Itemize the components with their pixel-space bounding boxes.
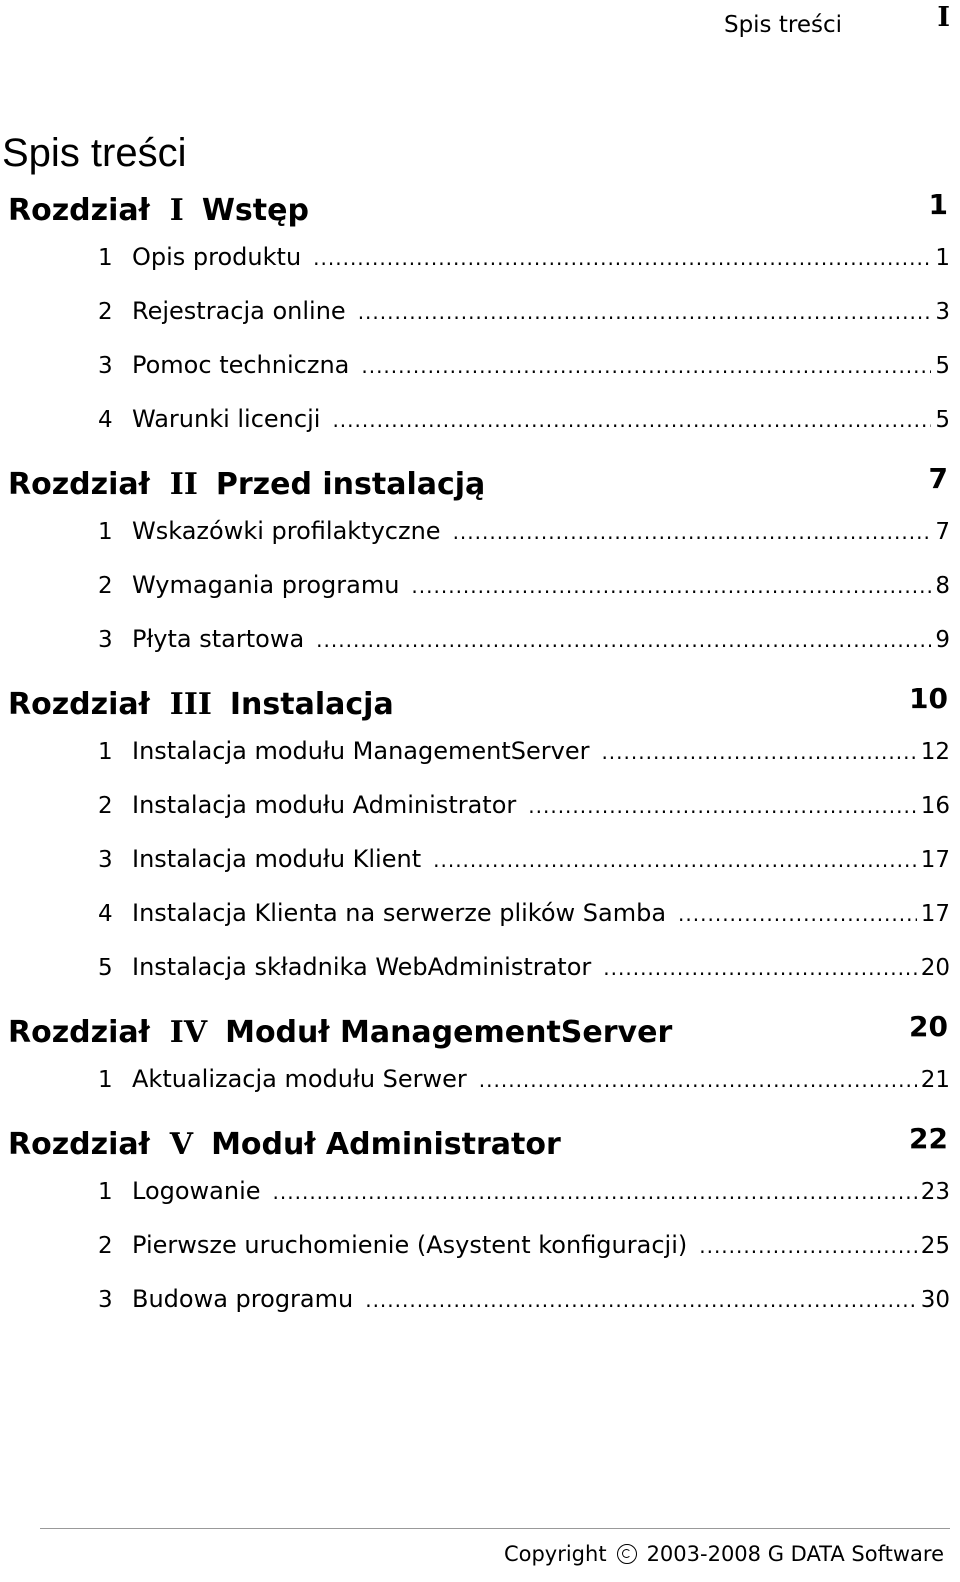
entry-page: 23	[920, 1179, 950, 1205]
copyright-text: 2003-2008 G DATA Software	[646, 1542, 944, 1566]
chapter-title: Moduł ManagementServer	[225, 1015, 673, 1050]
toc-chapter[interactable]	[8, 679, 952, 737]
entry-page: 7	[935, 519, 950, 545]
entry-title: Aktualizacja modułu Serwer	[132, 1065, 467, 1093]
chapter-page: 1	[928, 188, 948, 221]
footer	[504, 1542, 944, 1566]
entry-number: 2	[98, 573, 113, 599]
toc-entry[interactable]	[98, 571, 950, 625]
entry-page: 5	[935, 353, 950, 379]
toc-entry[interactable]	[98, 1285, 950, 1339]
chapter-number: IV	[169, 1015, 208, 1050]
chapter-number: I	[169, 193, 184, 228]
entry-page: 8	[935, 573, 950, 599]
chapter-page: 22	[909, 1122, 948, 1155]
entry-page: 25	[920, 1233, 950, 1259]
chapter-page: 7	[928, 462, 948, 495]
entry-number: 3	[98, 627, 113, 653]
toc-entry[interactable]	[98, 737, 950, 791]
entry-number: 1	[98, 739, 113, 765]
entry-page: 17	[920, 847, 950, 873]
toc-entry[interactable]	[98, 517, 950, 571]
entry-title: Płyta startowa	[132, 625, 305, 653]
toc-entry[interactable]	[98, 791, 950, 845]
entry-title: Pierwsze uruchomienie (Asystent konfiguracji)	[132, 1231, 688, 1259]
entry-page: 1	[935, 245, 950, 271]
toc-entry[interactable]	[98, 625, 950, 679]
entry-page: 21	[920, 1067, 950, 1093]
entry-page: 20	[920, 955, 950, 981]
chapter-word: Rozdział	[8, 193, 150, 228]
toc-entry[interactable]	[98, 899, 950, 953]
chapter-word: Rozdział	[8, 1015, 150, 1050]
toc-chapter[interactable]	[8, 1119, 952, 1177]
entry-title: Instalacja modułu Klient	[132, 845, 422, 873]
toc-entry[interactable]	[98, 297, 950, 351]
entry-number: 1	[98, 1179, 113, 1205]
dot-leader	[433, 848, 917, 872]
dot-leader	[316, 628, 931, 652]
entry-number: 4	[98, 407, 113, 433]
dot-leader	[411, 574, 931, 598]
toc-entry[interactable]	[98, 1231, 950, 1285]
entry-number: 4	[98, 901, 113, 927]
chapter-number: II	[169, 467, 198, 502]
toc-entry[interactable]	[98, 405, 950, 459]
chapter-page: 20	[909, 1010, 948, 1043]
entry-page: 16	[920, 793, 950, 819]
running-head-page-number: I	[937, 2, 950, 33]
copyright-label: Copyright	[503, 1542, 607, 1566]
entry-number: 3	[98, 353, 113, 379]
dot-leader	[365, 1288, 917, 1312]
toc-chapter[interactable]	[8, 459, 952, 517]
toc-entry[interactable]	[98, 953, 950, 1007]
toc-entry[interactable]	[98, 1177, 950, 1231]
entry-title: Pomoc techniczna	[132, 351, 350, 379]
copyright-icon	[617, 1544, 637, 1564]
entry-number: 2	[98, 793, 113, 819]
entry-title: Rejestracja online	[132, 297, 346, 325]
entry-title: Instalacja Klienta na serwerze plików Samba	[132, 899, 667, 927]
entry-title: Warunki licencji	[132, 405, 321, 433]
chapter-title: Wstęp	[201, 193, 309, 228]
entry-number: 2	[98, 299, 113, 325]
toc-entry[interactable]	[98, 845, 950, 899]
footer-divider	[40, 1528, 950, 1529]
entry-page: 9	[935, 627, 950, 653]
entry-title: Instalacja modułu Administrator	[132, 791, 517, 819]
entry-title: Instalacja składnika WebAdministrator	[132, 953, 592, 981]
chapter-title: Moduł Administrator	[211, 1127, 561, 1162]
entry-title: Wskazówki profilaktyczne	[132, 517, 441, 545]
chapter-number: III	[169, 687, 212, 722]
entry-page: 17	[920, 901, 950, 927]
dot-leader	[453, 520, 932, 544]
entry-number: 5	[98, 955, 113, 981]
dot-leader	[603, 956, 916, 980]
table-of-contents	[0, 185, 960, 1339]
toc-entry[interactable]	[98, 1065, 950, 1119]
entry-number: 3	[98, 847, 113, 873]
entry-page: 3	[935, 299, 950, 325]
running-head-title: Spis treści	[723, 12, 842, 38]
dot-leader	[358, 300, 932, 324]
entry-number: 3	[98, 1287, 113, 1313]
chapter-page: 10	[909, 682, 948, 715]
chapter-title: Przed instalacją	[215, 467, 486, 502]
dot-leader	[678, 902, 917, 926]
dot-leader	[313, 246, 931, 270]
entry-title: Budowa programu	[132, 1285, 354, 1313]
dot-leader	[699, 1234, 916, 1258]
chapter-title: Instalacja	[229, 687, 394, 722]
toc-entry[interactable]	[98, 243, 950, 297]
entry-page: 30	[920, 1287, 950, 1313]
entry-number: 1	[98, 519, 113, 545]
entry-title: Wymagania programu	[132, 571, 400, 599]
entry-title: Opis produktu	[132, 243, 302, 271]
dot-leader	[361, 354, 931, 378]
dot-leader	[273, 1180, 917, 1204]
page-title: Spis treści	[2, 130, 187, 175]
dot-leader	[332, 408, 931, 432]
entry-number: 1	[98, 1067, 113, 1093]
toc-entry[interactable]	[98, 351, 950, 405]
entry-page: 12	[920, 739, 950, 765]
toc-chapter[interactable]	[8, 185, 952, 243]
toc-chapter[interactable]	[8, 1007, 952, 1065]
entry-number: 2	[98, 1233, 113, 1259]
entry-number: 1	[98, 245, 113, 271]
chapter-word: Rozdział	[8, 1127, 150, 1162]
dot-leader	[601, 740, 916, 764]
dot-leader	[528, 794, 916, 818]
chapter-word: Rozdział	[8, 687, 150, 722]
entry-title: Logowanie	[132, 1177, 261, 1205]
entry-title: Instalacja modułu ManagementServer	[132, 737, 590, 765]
chapter-word: Rozdział	[8, 467, 150, 502]
dot-leader	[479, 1068, 917, 1092]
entry-page: 5	[935, 407, 950, 433]
chapter-number: V	[169, 1127, 194, 1162]
